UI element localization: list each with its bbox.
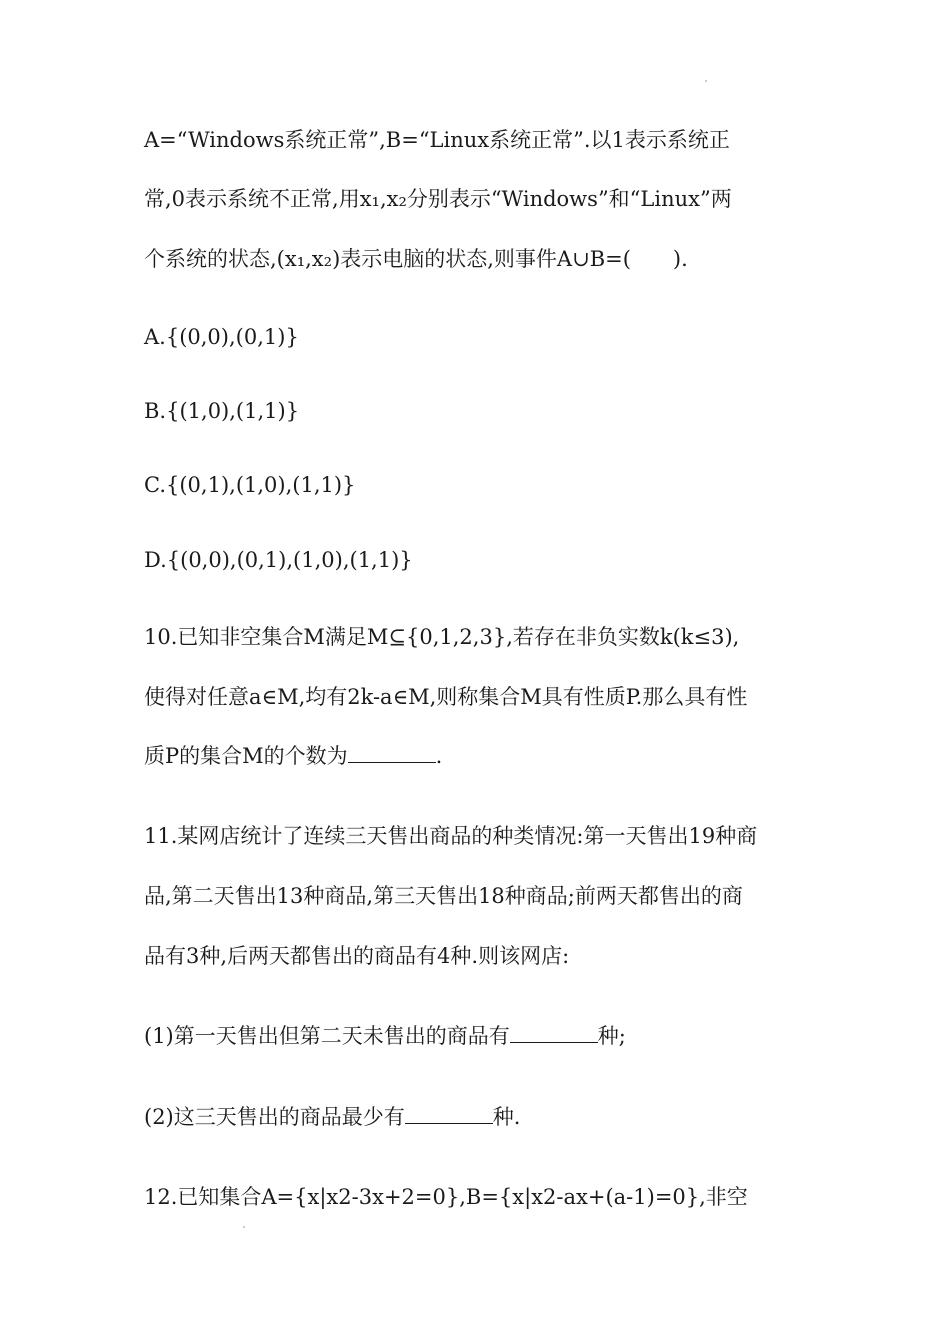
q9-option-d: D.{(0,0),(0,1),(1,0),(1,1)} xyxy=(144,548,413,572)
q10-period: . xyxy=(435,744,443,768)
q11-part-1-suffix: 种; xyxy=(597,1024,626,1048)
scan-speck xyxy=(705,80,707,82)
q11-text-line-3: 品有3种,后两天都售出的商品有4种.则该网店: xyxy=(144,944,570,968)
q11-part-2 xyxy=(144,1102,824,1132)
q10-text: 质P的集合M的个数为 xyxy=(144,744,348,768)
q9-option-c: C.{(0,1),(1,0),(1,1)} xyxy=(144,473,356,497)
q11-part-1 xyxy=(144,1021,824,1051)
q9-option-b: B.{(1,0),(1,1)} xyxy=(144,399,300,423)
q11-text-line-2: 品,第二天售出13种商品,第三天售出18种商品;前两天都售出的商 xyxy=(144,884,743,908)
q9-text-line-3: 个系统的状态,(x₁,x₂)表示电脑的状态,则事件A∪B=( ). xyxy=(144,247,688,271)
q11-text-line-1: 11.某网店统计了连续三天售出商品的种类情况:第一天售出19种商 xyxy=(144,824,758,848)
q9-option-a: A.{(0,0),(0,1)} xyxy=(144,325,299,349)
answer-blank xyxy=(348,742,436,763)
q10-text-line-3 xyxy=(144,741,824,771)
answer-blank xyxy=(510,1022,598,1043)
scan-speck xyxy=(243,1226,245,1228)
q10-text-line-1: 10.已知非空集合M满足M⊆{0,1,2,3},若存在非负实数k(k≤3), xyxy=(144,625,740,649)
q11-part-2-text: (2)这三天售出的商品最少有 xyxy=(144,1105,405,1129)
q11-part-1-text: (1)第一天售出但第二天未售出的商品有 xyxy=(144,1024,510,1048)
answer-blank xyxy=(405,1103,493,1124)
q9-text-line-1: A=“Windows系统正常”,B=“Linux系统正常”.以1表示系统正 xyxy=(144,128,730,152)
q9-text-line-2: 常,0表示系统不正常,用x₁,x₂分别表示“Windows”和“Linux”两 xyxy=(144,187,732,211)
q10-text-line-2: 使得对任意a∈M,均有2k-a∈M,则称集合M具有性质P.那么具有性 xyxy=(144,685,748,709)
q11-part-2-suffix: 种. xyxy=(492,1105,521,1129)
q12-text-line-1: 12.已知集合A={x|x2-3x+2=0},B={x|x2-ax+(a-1)=0},非空 xyxy=(144,1185,748,1209)
